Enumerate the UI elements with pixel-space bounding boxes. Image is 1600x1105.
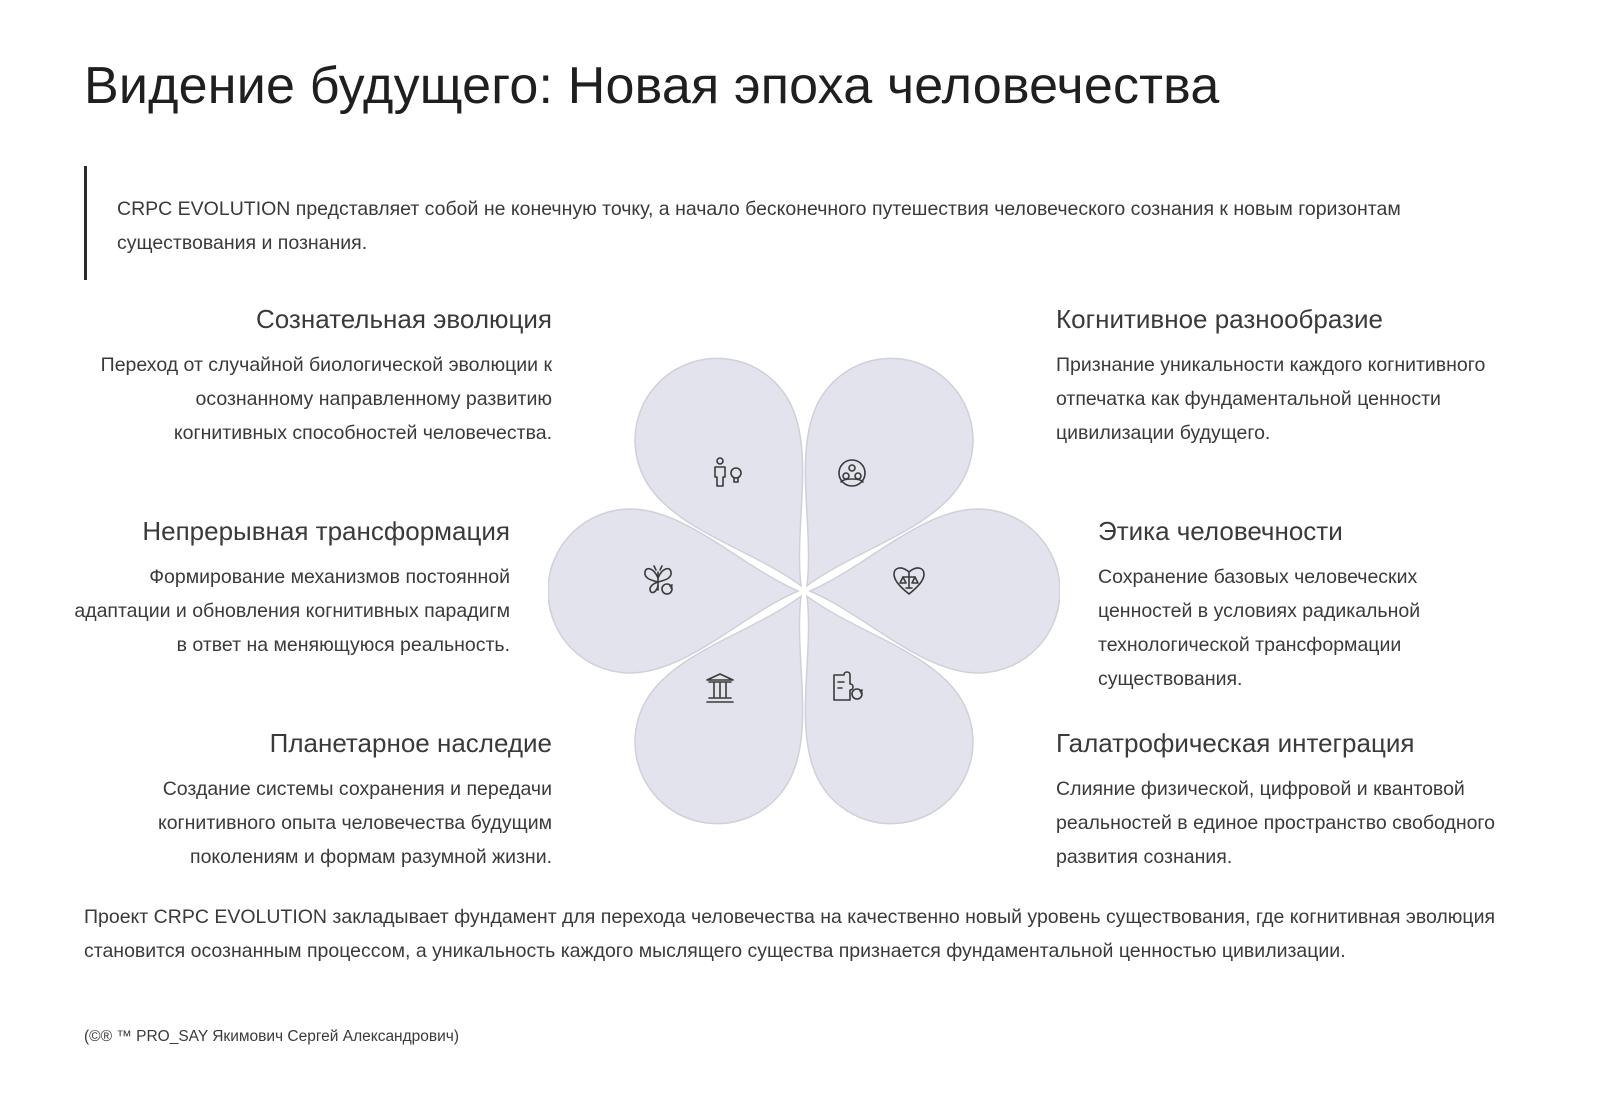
item-title: Непрерывная трансформация: [142, 516, 510, 546]
item-cognitive-diversity: [1056, 302, 1496, 450]
petal-diagram: [548, 355, 1060, 831]
item-text: Сохранение базовых человеческих ценностей в условиях радикальной технологической трансформации существования.: [1098, 566, 1421, 690]
item-continuous-transformation: [60, 514, 510, 662]
item-text: Переход от случайной биологической эволюции к осознанному направленному развитию когнитивных способностей человечества.: [100, 354, 552, 444]
intro-text: CRPC EVOLUTION представляет собой не конечную точку, а начало бесконечного путешествия человеческого сознания к новым горизонтам существования и познания.: [117, 198, 1401, 254]
item-text: Создание системы сохранения и передачи когнитивного опыта человечества будущим поколениям и формам разумной жизни.: [157, 778, 552, 868]
item-text: Признание уникальности каждого когнитивного отпечатка как фундаментальной ценности цивилизации будущего.: [1056, 354, 1486, 444]
item-conscious-evolution: [100, 302, 552, 450]
item-title: Сознательная эволюция: [255, 304, 552, 334]
copyright: (©® ™ PRO_SAY Якимович Сергей Александрович): [84, 1028, 460, 1045]
closing-text: Проект CRPC EVOLUTION закладывает фундамент для перехода человечества на качественно новый уровень существования, где когнитивная эволюция становится осознанным процессом, а уникальность каждого мыслящего существа признается фундаментальной ценностью цивилизации.: [84, 906, 1496, 962]
item-galatrophic-integration: [1056, 726, 1526, 874]
item-title: Когнитивное разнообразие: [1056, 304, 1383, 334]
item-title: Галатрофическая интеграция: [1056, 728, 1415, 758]
item-planetary-heritage: [100, 726, 552, 874]
item-ethics-of-humanity: [1098, 514, 1498, 696]
item-text: Формирование механизмов постоянной адаптации и обновления когнитивных парадигм в ответ на меняющуюся реальность.: [74, 566, 510, 656]
page-title: Видение будущего: Новая эпоха человечества: [84, 57, 1220, 115]
item-title: Планетарное наследие: [269, 728, 552, 758]
item-title: Этика человечности: [1098, 516, 1343, 546]
item-text: Слияние физической, цифровой и квантовой реальностей в единое пространство свободного развития сознания.: [1056, 778, 1495, 868]
intro-quote: [84, 166, 1524, 280]
